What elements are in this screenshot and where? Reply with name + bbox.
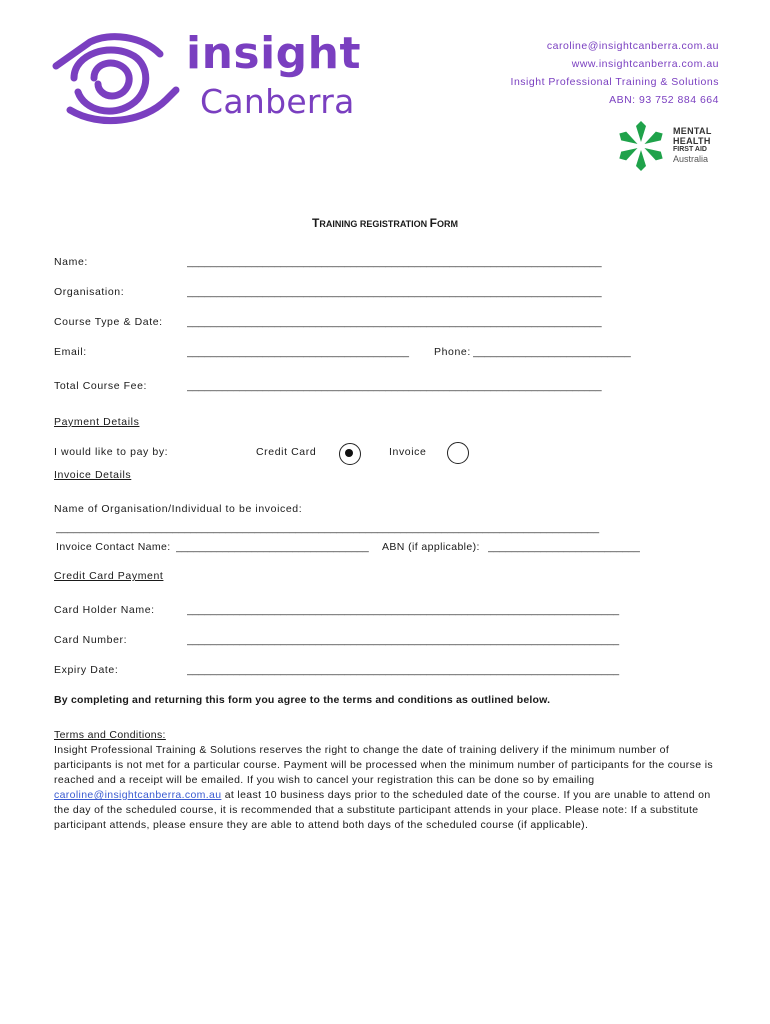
name-label: Name: <box>54 256 88 268</box>
contact-abn: ABN: 93 752 884 664 <box>609 94 719 106</box>
invoice-org-label: Name of Organisation/Individual to be invoiced: <box>54 503 303 515</box>
email-label: Email: <box>54 346 87 358</box>
agreement-text: By completing and returning this form you agree to the terms and conditions as outlined below. <box>54 694 551 706</box>
fee-field[interactable]: _______________________________________________________________________ <box>187 380 602 392</box>
contact-company: Insight Professional Training & Solutions <box>510 76 719 88</box>
card-number-field[interactable]: __________________________________________________________________________ <box>187 634 620 646</box>
course-field[interactable]: _______________________________________________________________________ <box>187 316 602 328</box>
invoice-abn-label: ABN (if applicable): <box>382 541 480 553</box>
card-holder-label: Card Holder Name: <box>54 604 155 616</box>
insight-logo <box>50 30 370 130</box>
card-number-label: Card Number: <box>54 634 128 646</box>
invoice-contact-label: Invoice Contact Name: <box>56 541 171 553</box>
course-label: Course Type & Date: <box>54 316 163 328</box>
name-field[interactable]: _______________________________________________________________________ <box>187 256 602 268</box>
contact-email[interactable]: caroline@insightcanberra.com.au <box>546 40 719 52</box>
credit-card-radio[interactable] <box>339 443 361 465</box>
invoice-contact-field[interactable]: _________________________________ <box>176 541 369 553</box>
flower-icon <box>615 120 667 172</box>
terms-email-link[interactable]: caroline@insightcanberra.com.au <box>54 789 222 801</box>
terms-body: Insight Professional Training & Solutions reserves the right to change the date of training delivery if the minimum number of participants is not met for a particular course. Payment will be processed when the minimum number of participants for the course is reached and a receipt will be emailed. If you wish to cancel your registration this can be done so by emailing caroline@insightcanberra.com.au at least 10 business days prior to the scheduled date of the course. If you are unable to attend on the day of the scheduled course, it is recommended that a substitute participant attends in your place. Please note: If a substitute participant attends, please ensure they are able to attend both days of the scheduled course (if applicable). <box>54 744 713 831</box>
phone-label: Phone: <box>434 346 471 358</box>
organisation-field[interactable]: _______________________________________________________________________ <box>187 286 602 298</box>
invoice-org-field[interactable]: _____________________________________________________________________________________________ <box>56 522 600 534</box>
invoice-abn-field[interactable]: __________________________ <box>488 541 640 553</box>
mhfa-logo <box>615 120 725 172</box>
logo-word-canberra: Canberra <box>200 82 355 121</box>
mhfa-text-1: MENTAL <box>673 126 712 136</box>
card-holder-field[interactable]: __________________________________________________________________________ <box>187 604 620 616</box>
payment-heading: Payment Details <box>54 416 140 428</box>
form-title: TRAINING REGISTRATION FORM <box>311 216 459 230</box>
invoice-radio[interactable] <box>447 442 469 464</box>
organisation-label: Organisation: <box>54 286 125 298</box>
mhfa-text-3: FIRST AID <box>673 146 707 153</box>
radio-selected-dot <box>345 449 353 457</box>
credit-card-label: Credit Card <box>256 446 317 458</box>
expiry-field[interactable]: __________________________________________________________________________ <box>187 664 620 676</box>
expiry-label: Expiry Date: <box>54 664 119 676</box>
terms-block <box>54 728 724 833</box>
invoice-heading: Invoice Details <box>54 469 132 481</box>
logo-word-insight: insight <box>186 28 362 79</box>
fee-label: Total Course Fee: <box>54 380 148 392</box>
email-field[interactable]: ______________________________________ <box>187 346 409 358</box>
contact-website[interactable]: www.insightcanberra.com.au <box>571 58 719 70</box>
credit-card-heading: Credit Card Payment <box>54 570 164 582</box>
mhfa-text-2: HEALTH <box>673 136 711 146</box>
eye-icon <box>50 30 180 130</box>
pay-by-label: I would like to pay by: <box>54 446 169 458</box>
mhfa-text-4: Australia <box>673 154 709 164</box>
invoice-label: Invoice <box>389 446 427 458</box>
phone-field[interactable]: ___________________________ <box>473 346 631 358</box>
terms-heading: Terms and Conditions: <box>54 729 166 741</box>
